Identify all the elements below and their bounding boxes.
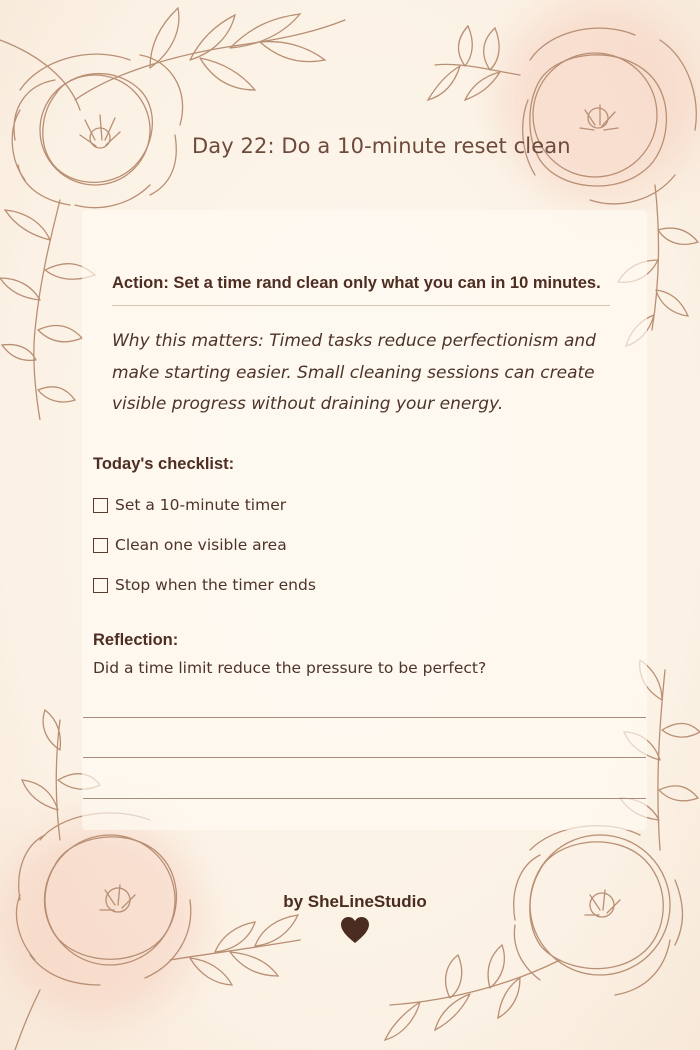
checkbox[interactable] [93,578,108,593]
content-card [82,210,647,830]
checkbox[interactable] [93,498,108,513]
page-title: Day 22: Do a 10-minute reset clean [192,134,571,158]
divider [112,305,610,306]
reflection-question: Did a time limit reduce the pressure to be perfect? [93,659,487,677]
action-text: Action: Set a time rand clean only what you can in 10 minutes. [112,274,601,292]
why-this-matters-text: Why this matters: Timed tasks reduce perfectionism and make starting easier. Small cleaning sessions can create visible progress without draining your energy. [112,331,596,414]
byline: by SheLineStudio [283,892,427,911]
checklist-heading: Today's checklist: [93,455,235,473]
checklist-item[interactable] [93,576,316,594]
checklist-item-label: Stop when the timer ends [115,576,316,594]
heart-icon [340,916,370,944]
reflection-heading: Reflection: [93,631,179,649]
checklist-item-label: Clean one visible area [115,536,287,554]
checkbox[interactable] [93,538,108,553]
writing-line[interactable] [83,717,646,718]
checklist-item[interactable] [93,496,286,514]
checklist-item[interactable] [93,536,287,554]
checklist-item-label: Set a 10-minute timer [115,496,287,514]
writing-line[interactable] [83,757,646,758]
writing-line[interactable] [83,798,646,799]
